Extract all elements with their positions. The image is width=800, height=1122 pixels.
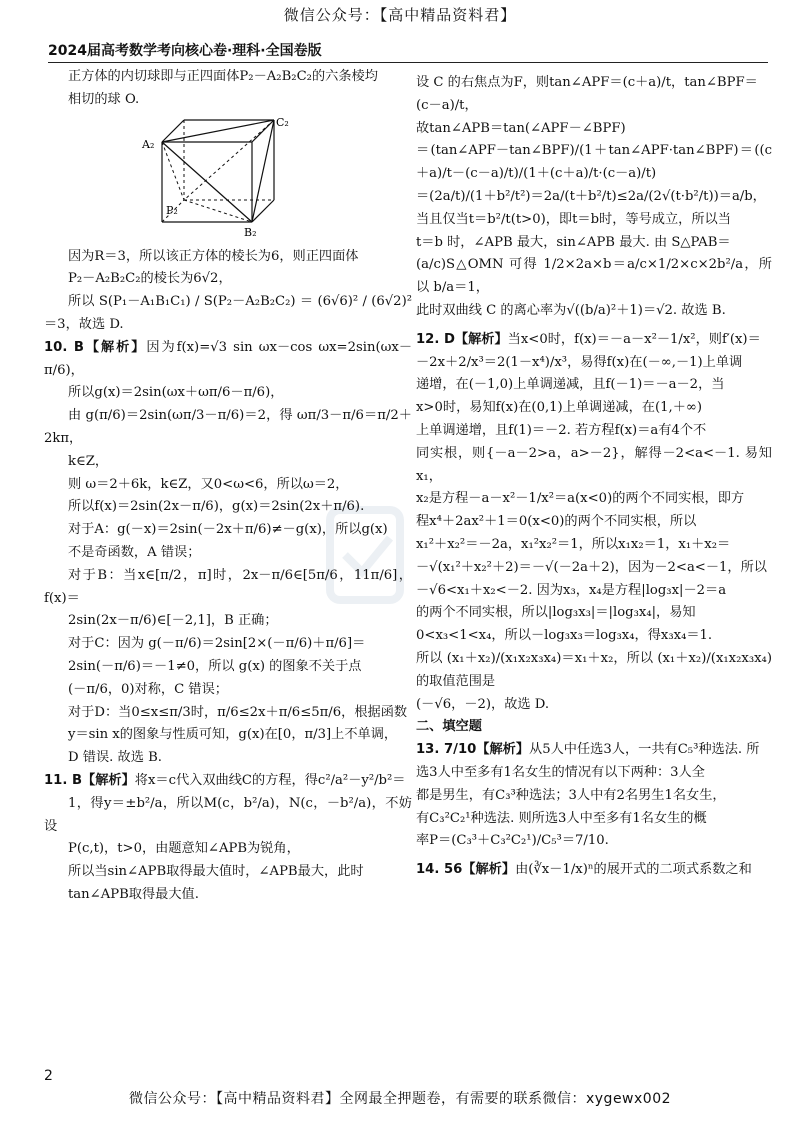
- q13-tag: 13. 7/10【解析】: [416, 742, 530, 758]
- left-column: [44, 66, 412, 907]
- label-a2: A₂: [142, 137, 155, 151]
- q12-line-1: －2x＋2/x³＝2(1－x⁴)/x³，易得f(x)在(－∞,－1)上单调: [416, 354, 743, 370]
- page-header-title: 2024届高考数学考向核心卷·理科·全国卷版: [48, 43, 322, 59]
- q12-line-11: 的两个不同实根，所以|log₃x₃|＝|log₃x₄|，易知: [416, 605, 696, 621]
- cube-figure: [44, 116, 412, 240]
- q13-line-3: 有C₃²C₂¹种选法. 则所选3人中至多有1名女生的概: [416, 810, 707, 826]
- q11-tag: 11. B【解析】: [44, 772, 135, 788]
- q13-line-2: 都是男生，有C₃³种选法；3人中有2名男生1名女生，: [416, 787, 726, 803]
- q11-line-1: 1，得y＝±b²/a，所以M(c，b²/a)，N(c，－b²/a)，不妨设: [44, 795, 412, 834]
- bottom-watermark: 微信公众号：【高中精品资料君】全网最全押题卷，有需要的联系微信：xygewx002: [128, 1091, 672, 1107]
- q12-line-5: 同实根，则{－a－2>a，a>－2}，解得－2<a<－1. 易知x₁，: [416, 445, 772, 484]
- cont-line-5: 当且仅当t＝b²/t(t>0)，即t＝b时，等号成立，所以当: [416, 211, 731, 227]
- q10-line-10: 对于C：因为 g(－π/6)＝2sin[2×(－π/6)＋π/6]＝: [68, 636, 366, 652]
- cont-line-2: 故tan∠APB＝tan(∠APF－∠BPF): [416, 120, 626, 136]
- q14-first-line: [416, 859, 772, 882]
- q10-line-7: 不是奇函数，A 错误；: [68, 544, 201, 560]
- q10-first-line: [44, 337, 412, 383]
- q13-line-1: 选3人中至多有1名女生的情况有以下两种：3人全: [416, 764, 705, 780]
- cont-line-8: 此时双曲线 C 的离心率为√((b/a)²＋1)＝√2. 故选 B.: [416, 302, 726, 318]
- cont-line-6: t＝b 时，∠APB 最大，sin∠APB 最大. 由 S△PAB＝: [416, 234, 731, 250]
- cube-diagram: [140, 116, 290, 240]
- q11-first-line: [44, 770, 412, 793]
- q11-line-2: P(c,t)，t>0，由题意知∠APB为锐角，: [68, 841, 300, 857]
- cont-line-7: (a/c)S△OMN 可得 1/2×2a×b＝a/c×1/2×c×2b²/a，所以 b/a＝1，: [416, 257, 772, 296]
- q12-line-10: －√6<x₁＋x₂<－2. 因为x₃，x₄是方程|log₃x|－2＝a: [416, 582, 727, 598]
- cont-line-3: ＝(tan∠APF－tan∠BPF)/(1＋tan∠APF·tan∠BPF)＝((c＋a)/t－(c－a)/t)/(1＋(c＋a)/t·(c－a)/t): [416, 143, 772, 182]
- q12-tag: 12. D【解析】: [416, 331, 508, 347]
- after-fig-line-1: 因为R＝3，所以该正方体的棱长为6，则正四面体: [68, 248, 359, 264]
- q12-line-9: －√(x₁²＋x₂²＋2)＝－√(－2a＋2)，因为－2<a<－1，所以: [416, 559, 767, 575]
- label-p2: P₂: [166, 203, 178, 217]
- q10-line-2: 由 g(π/6)＝2sin(ωπ/3－π/6)＝2，得 ωπ/3－π/6＝π/2＋2kπ，: [44, 408, 412, 446]
- q10-line-8: 对于B：当x∈[π/2，π]时，2x－π/6∈[5π/6，11π/6]，f(x)＝: [44, 567, 412, 606]
- q13-line-0: 从5人中任选3人，一共有C₅³种选法. 所: [529, 742, 760, 758]
- q10-line-9: 2sin(2x－π/6)∈[－2,1]，B 正确；: [68, 613, 278, 629]
- q12-line-8: x₁²＋x₂²＝－2a，x₁²x₂²＝1，所以x₁x₂＝1，x₁＋x₂＝: [416, 536, 731, 552]
- page-number: 2: [44, 1068, 53, 1084]
- q10-line-5: 所以f(x)＝2sin(2x－π/6)，g(x)＝2sin(2x＋π/6).: [68, 499, 365, 515]
- q12-first-line: [416, 329, 772, 352]
- q12-line-13: 所以 (x₁＋x₂)/(x₁x₂x₃x₄)＝x₁＋x₂，所以 (x₁＋x₂)/(x₁x₂x₃x₄) 的取值范围是: [416, 650, 772, 689]
- q11-line-3: 所以当sin∠APB取得最大值时，∠APB最大，此时: [68, 864, 364, 880]
- q10-line-12: (－π/6，0)对称，C 错误；: [68, 681, 228, 697]
- right-column: [416, 72, 772, 882]
- cont-line-0: 设 C 的右焦点为F，则tan∠APF＝(c＋a)/t，tan∠BPF＝: [416, 75, 758, 90]
- q10-line-0: 因为f(x)=√3 sin ωx－cos ωx=2sin(ωx－π/6)，: [44, 339, 413, 378]
- label-b2: B₂: [244, 225, 257, 239]
- after-fig-line-2: P₂－A₂B₂C₂的棱长为6√2，: [68, 271, 232, 287]
- q13-line-4: 率P＝(C₃³＋C₃²C₂¹)/C₅³＝7/10.: [416, 833, 609, 849]
- q10-tag: 10. B【解析】: [44, 339, 147, 355]
- cont-line-4: ＝(2a/t)/(1＋b²/t²)＝2a/(t＋b²/t)≤2a/(2√(t·b²/t))＝a/b，: [416, 188, 766, 204]
- q10-line-1: 所以g(x)＝2sin(ωx＋ωπ/6－π/6)，: [68, 385, 284, 401]
- q12-line-4: 上单调递增，且f(1)＝－2. 若方程f(x)＝a有4个不: [416, 422, 707, 438]
- q14-line-0: 由(∛x－1/x)ⁿ的展开式的二项式系数之和: [515, 862, 752, 878]
- section-heading: 二、填空题: [416, 719, 482, 735]
- intro-line-2: 相切的球 O.: [68, 91, 140, 107]
- intro-line-1: 正方体的内切球即与正四面体P₂－A₂B₂C₂的六条棱均: [68, 69, 378, 84]
- q12-line-2: 递增，在(－1,0)上单调递减，且f(－1)＝－a－2，当: [416, 377, 725, 393]
- cont-line-1: (c－a)/t，: [416, 97, 478, 113]
- q11-line-4: tan∠APB取得最大值.: [68, 886, 199, 902]
- q12-line-0: 当x<0时，f(x)＝－a－x²－1/x²，则f′(x)＝: [507, 331, 761, 347]
- q13-first-line: [416, 739, 772, 762]
- q10-line-4: 则 ω＝2＋6k，k∈Z，又0<ω<6，所以ω＝2，: [68, 476, 349, 492]
- q10-line-15: D 错误. 故选 B.: [68, 750, 162, 766]
- q12-line-3: x>0时，易知f(x)在(0,1)上单调递减，在(1,＋∞): [416, 400, 703, 416]
- q10-line-14: y＝sin x的图象与性质可知，g(x)在[0，π/3]上不单调，: [68, 727, 398, 743]
- q11-line-0: 将x＝c代入双曲线C的方程，得c²/a²－y²/b²＝: [134, 772, 406, 788]
- q14-tag: 14. 56【解析】: [416, 862, 516, 878]
- label-c2: C₂: [276, 115, 289, 129]
- top-watermark: 微信公众号：【高中精品资料君】: [283, 6, 517, 24]
- q12-line-12: 0<x₃<1<x₄，所以－log₃x₃＝log₃x₄，得x₃x₄＝1.: [416, 628, 713, 644]
- q12-line-7: 程x⁴＋2ax²＋1＝0(x<0)的两个不同实根，所以: [416, 514, 697, 530]
- after-fig-line-3: 所以 S(P₁－A₁B₁C₁) / S(P₂－A₂B₂C₂) ＝ (6√6)² / (6√2)² ＝3，故选 D.: [44, 294, 412, 332]
- q10-line-13: 对于D：当0≤x≤π/3时，π/6≤2x＋π/6≤5π/6，根据函数: [68, 704, 408, 720]
- q10-line-6: 对于A：g(－x)＝2sin(－2x＋π/6)≠－g(x)，所以g(x): [68, 522, 388, 538]
- q10-line-11: 2sin(－π/6)＝－1≠0，所以 g(x) 的图象不关于点: [68, 658, 362, 674]
- header-rule: [48, 62, 768, 63]
- q12-line-14: (－√6，－2)，故选 D.: [416, 696, 550, 712]
- q10-line-3: k∈Z，: [68, 453, 109, 469]
- q12-line-6: x₂是方程－a－x²－1/x²＝a(x<0)的两个不同实根，即方: [416, 491, 745, 507]
